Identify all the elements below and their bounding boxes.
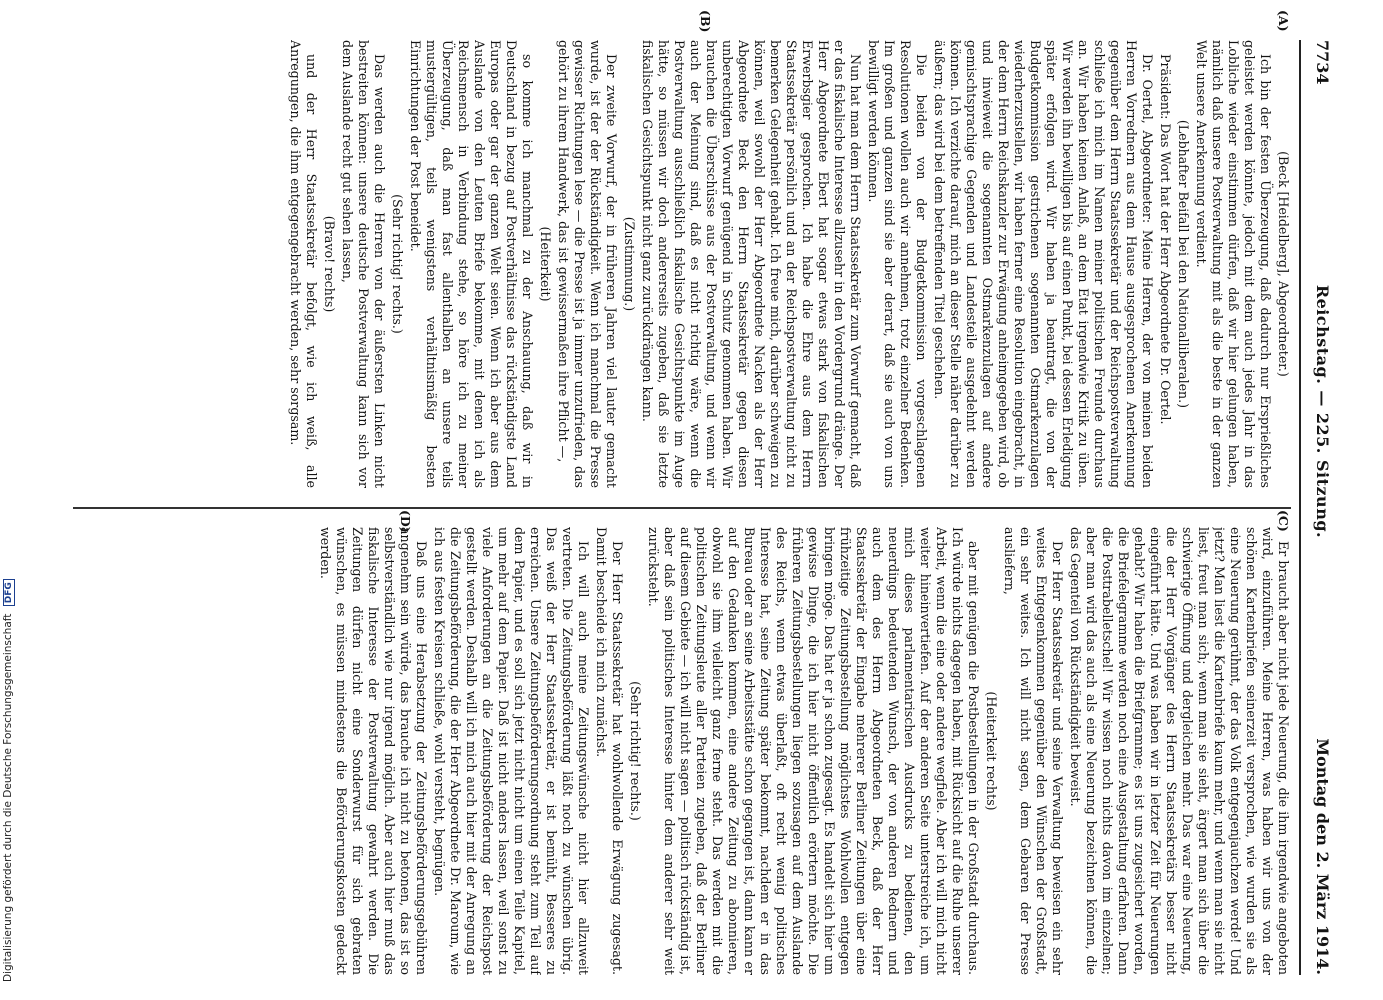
page-header — [1303, 40, 1343, 975]
left-paragraph: und der Herr Staatssekretär befolgt, wie ich weiß, alle Anregungen, die ihm entgegengebracht werden, sehr sorgsam. — [288, 40, 319, 488]
header-date: Montag den 2. März 1914. — [1313, 738, 1333, 975]
left-paragraph: Ich bin der festen Überzeugung, daß dadurch nur Ersprießliches geleistet werden könnte, jedoch mit dem auch jedes Jahr in das Lobliche wieder einstimmen dürfen, daß wir hier gelungen haben, nämlich daß unsere Postverwaltung mit als die beste in der ganzen Welt unsere Anerkennung verdient. — [1194, 40, 1273, 488]
margin-marker-a: (A) — [1276, 10, 1291, 32]
left-paragraph: Dr. Oertel, Abgeordneter: Meine Herren, der von meinen beiden Herren Vorrednern aus dem Hause ausgesprochenen Anerkennung gegenüber dem Herrn Staatssekretär und der Reichspostverwaltung schließe ich mich im Namen meiner politischen Freunde durchaus an. Wir haben keinen Anlaß, an dem Etat irgendwie Kritik zu üben. Wir werden ihn bewilligen bis auf einen Punkt, bei dessen Erledigung später erfolgen wird. Wir haben ja beantragt, die von der Budgetkommission gestrichenen sogenannten Ostmarkenzulagen wiederherzustellen, wir haben ferner eine Resolution eingebracht, in der dem Herrn Reichskanzler zur Erwägung anheimgegeben wird, ob und inwieweit die sogenannten Ostmarkenzulagen auf andere gemischtsprachige Gegenden und Landesteile ausgedehnt werden können. Ich verzichte darauf, mich an dieser Stelle näher darüber zu äußern; das wird bei dem betreffenden Titel geschehen. — [932, 40, 1155, 488]
rotated-page-content — [63, 10, 1343, 975]
page-number: 7734 — [1313, 40, 1333, 85]
digitization-note — [2, 579, 15, 982]
left-paragraph: Die beiden von der Budgetkommission vorgeschlagenen Resolutionen wollen auch wir annehmen, trotz einzelner Bedenken. Im großen und ganzen sind sie aber derart, daß sie auch von uns bewilligt werden können. — [866, 40, 929, 488]
margin-marker-c: (C) — [1276, 510, 1291, 532]
right-paragraph: aber mit genügen die Postbestellungen in der Großstadt durchaus. Ich würde nichts dagegen haben, mit Rücksicht auf die Ruhe unserer Arbeit, wenn die eine oder andere wegfiele. Aber ich will mich nicht weiter hineinvertiefen. Auf der anderen Seite unterstreiche ich, um mich dieses parlamentarischen Ausdrucks zu bedienen, den neuerdings bedeutenden Wunsch, der von anderen Rednern und auch dem des Herrn Abgeordneten Beck, daß der Herr Staatssekretär der Eingabe mehrerer Berliner Zeitungen über eine frühzeitige Zeitungsbestellung möglichstes Wohlwollen entgegen bringen möge. Das hat er ja schon zugesagt. Es handelt sich hier um gewisse Dinge, die ich hier nicht öffentlich erörtern möchte. Die früheren Zeitungsbestellungen liegen sozusagen auf dem Auslande des Reichs, wenn etwas überlaßt, oft recht wenig politisches Interesse hat, seine Zeitung später bekommt, nachdem er in das Bureau oder an seine Arbeitsstätte schon gegangen ist, dann kann er auf den Gedanken kommen, eine andere Zeitung zu abonnieren, obwohl sie ihm vielleicht ganz ferne steht. Das werden mit die politischen Zeitungsleute aller Parteien zugeben, daß der Berliner auf diesem Gebiete — ich will nicht sagen — politisch rückständig ist, aber daß sein politisches Interesse hinter dem anderer sehr weit zurücksteht. — [646, 527, 981, 975]
header-rule — [1299, 40, 1301, 975]
left-paragraph: (Beck [Heidelberg], Abgeordneter.) — [1276, 151, 1291, 377]
right-paragraph: Er braucht aber nicht jede Neuerung, die ihm irgendwie angeboten wird, einzuführen. Meine Herren, was haben wir uns von der schönen Kartenbriefen seinerzeit versprochen, wie wurden sie als eine Neuerung gerühmt, der das Volk entgegenjauchzen werde! Und jetzt? Man liest die Kartenbriefe kaum mehr, und wenn man sie nicht liest, freut man sich; wenn man sie sieht, ärgert man sich über die schwierige Öffnung und dergleichen mehr. Das war eine Neuerung, die der Herr Vorgänger des Herrn Staatssekretärs besser nicht eingeführt hätte. Und was haben wir in letzter Zeit für Neuerungen gehabt? Wir haben die Briefgramme; es ist uns zugesichert worden, die Briefelegramme werden noch eine Ausgestaltung erfahren. Dann die Posttrabelletschel! Wir wissen noch nichts davon im einzelnen; aber man wird das auch als eine Neuerung bezeichnen können, die das Gegenteil von Rückständigkeit beweist. — [1068, 527, 1291, 975]
left-paragraph: Der zweite Vorwurf, der in früheren Jahren viel lauter gemacht wurde, ist der der Rückständigkeit. Wenn ich manchmal die Presse gewisser Richtungen lese — die Presse ist ja immer unzufrieden, das gehört zu ihrem Handwerk, das ist gewissermaßen ihre Pflicht —, — [556, 40, 619, 488]
right-column — [63, 527, 1291, 975]
right-paragraph: (Sehr richtig! rechts.) — [628, 681, 643, 821]
left-paragraph: (Bravo! rechts) — [322, 215, 337, 313]
dfg-logo-icon: DFG — [3, 579, 15, 606]
left-paragraph: Präsident: Das Wort hat der Herr Abgeordnete Dr. Oertel. — [1158, 54, 1173, 425]
left-paragraph: Nun hat man dem Herrn Staatssekretär zum Vorwurf gemacht, daß er das fiskalische Interesse allzusehr in den Vordergrund dränge. Der Herr Abgeordnete Ebert hat sogar etwas stark von fiskalischen Erwerbsgier gesprochen. Ich habe die Ehre aus dem Herrn Staatssekretär persönlich und an der Reichspostverwaltung nicht zu bemerken Gelegenheit gehabt. Ich freue mich, darüber schweigen zu können, weil sowohl der Herr Abgeordnete Nacken als der Herr Abgeordnete Beck den Herrn Staatssekretär gegen diesen unberechtigten Vorwurf genügend in Schutz genommen haben. Wir brauchen die Überschüsse aus der Postverwaltung, und wenn wir auch der Meinung sind, daß es nicht richtig wäre, wenn die Postverwaltung ausschließlich fiskalische Gesichtspunkte im Auge hätte, so müssen wir doch andererseits zugeben, daß sie letzte fiskalischen Gesichtspunkt nicht ganz zurückdrängen kann. — [640, 40, 863, 488]
left-paragraph: so komme ich manchmal zu der Anschauung, daß wir in Deutschland in bezug auf Postverhältnisse das rückständigste Land Europas oder gar der ganzen Welt seien. Wenn ich aber aus dem Auslande von den Leuten Briefe bekomme, mit denen ich als Reichsmensch in Verbindung stehe, so höre ich zu meiner Überzeugung, daß man fast allenthalben an unsere teils mustergültigen, teils wenigstens verhältnismäßig besten Einrichtungen der Post beneidet. — [408, 40, 535, 488]
right-paragraph: (Heiterkeit rechts) — [984, 691, 999, 811]
margin-marker-d: (D) — [398, 510, 413, 533]
margin-marker-b: (B) — [698, 10, 713, 33]
left-paragraph: (Zustimmung.) — [622, 216, 637, 312]
right-paragraph: Der Herr Staatssekretär hat wohlwollende Erwägung zugesagt. Damit bescheide ich mich zunächst. — [594, 527, 625, 975]
left-paragraph: (Heiterkeit) — [538, 226, 553, 302]
left-column — [63, 40, 1291, 488]
right-paragraph: Der Herr Staatssekretär und seine Verwaltung beweisen ein sehr weites Entgegenkommen gegenüber den Wünschen der Großstadt, ein sehr weites. Ich will nicht sagen, dem Gebaren der Presse ausliefern, — [1002, 527, 1065, 975]
column-divider — [73, 507, 1291, 509]
right-paragraph: Daß uns eine Herabsetzung der Zeitungsbeförderungsgebühren angenehm sein würde, das brauche ich nicht zu betonen, das ist so selbstverständlich wie nur irgend möglich. Aber auch hier muß das fiskalische Interesse der Postverwaltung gewahrt werden. Die Zeitungen dürfen nicht eine Sonderwurst für sich gebraten wünschen, es müssen mindestens die Beförderungskosten gedeckt werden. — [318, 527, 429, 975]
digitization-note-text: Digitalisierung gefördert durch die Deutsche Forschungsgemeinschaft — [2, 613, 14, 982]
left-paragraph: Das werden auch die Herren von der äußersten Linken nicht bestreiten können: unsere deutsche Postverwaltung kann sich vor dem Auslande recht gut sehen lassen, — [340, 40, 387, 488]
left-paragraph: (Sehr richtig! rechts.) — [390, 194, 405, 334]
right-paragraph: Ich will auch meine Zeitungswünsche nicht hier allzuweit vertreten. Die Zeitungsbeförderung läßt noch zu wünschen übrig. Das weiß der Herr Staatssekretär, er ist bemüht, Besseres zu erreichen. Unsere Zeitungsbeförderungsordnung steht zum Teil auf dem Papier, und es soll sich jetzt nicht nicht um einen Teile Kapitel, um mehr auf dem Papier. Daß ist nicht anders lassen, weil sonst zu viele Anforderungen an die Zeitungsbeförderung der Reichspost gestellt werden. Deshalb will ich mich auch hier mit der Anregung an die Zeitungsbeförderung, die der Herr Abgeordnete Dr. Maroum, wie ich aus festen Kreisen schließe, wohl versteht, begnügen. — [432, 527, 591, 975]
left-paragraph: (Lebhafter Beifall bei den Nationalliberalen.) — [1176, 119, 1191, 409]
header-title: Reichstag. — 225. Sitzung. — [1313, 284, 1333, 539]
